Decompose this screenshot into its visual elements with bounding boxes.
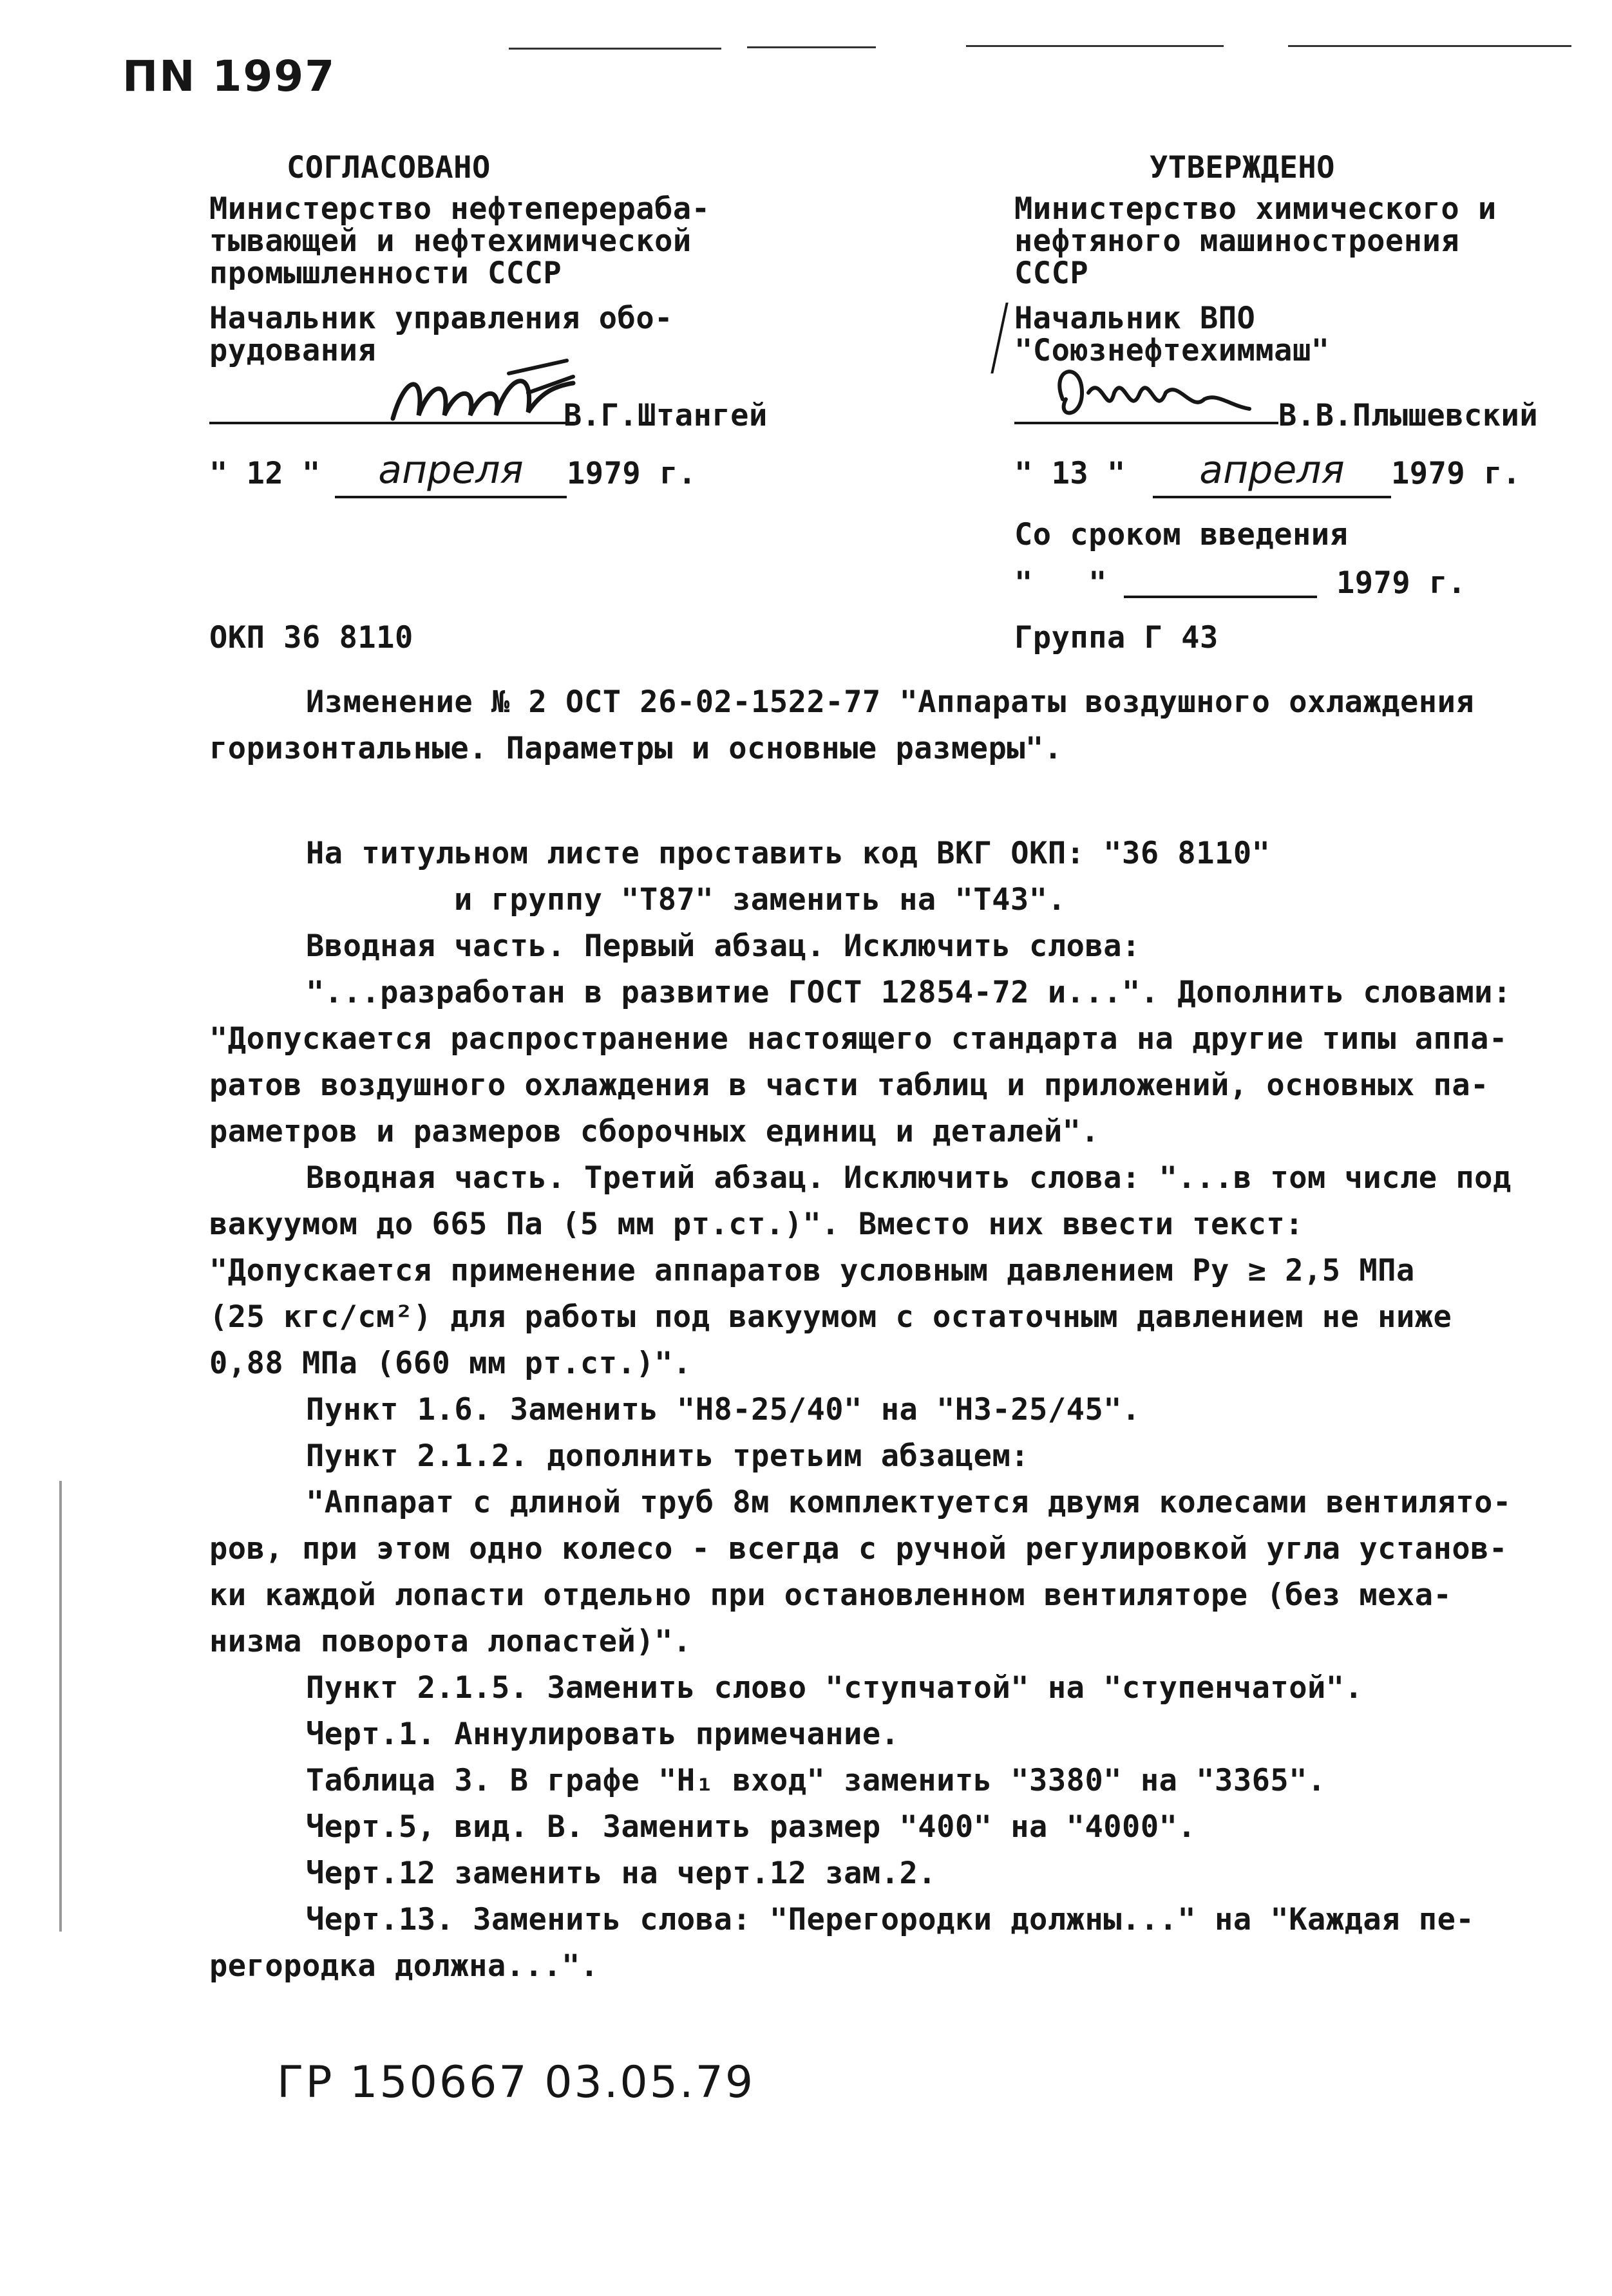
left-org-line: промышленности СССР: [209, 256, 562, 291]
right-org-line: Министерство химического и: [1014, 191, 1497, 227]
okp-code: ОКП 36 8110: [209, 620, 413, 655]
right-signer-name: В.В.Плышевский: [1278, 398, 1539, 433]
left-signature: [380, 348, 586, 431]
body-line: Таблица 3. В графе "Н₁ вход" заменить "3380" на "3365".: [306, 1763, 1326, 1798]
bracket-mark: [991, 303, 1017, 373]
body-line: Черт.13. Заменить слова: "Перегородки должны..." на "Каждая пе-: [306, 1902, 1475, 1937]
registration-stamp: ГР 150667 03.05.79: [277, 2057, 755, 2108]
left-org-line: Министерство нефтеперераба-: [209, 191, 710, 227]
group-code: Группа Г 43: [1014, 620, 1218, 655]
right-org-line: нефтяного машиностроения: [1014, 223, 1460, 259]
body-line: и группу "Т87" заменить на "Т43".: [454, 882, 1067, 917]
body-line: Пункт 2.1.5. Заменить слово "ступчатой" на "ступенчатой".: [306, 1670, 1363, 1706]
right-position-line: Начальник ВПО: [1014, 301, 1256, 336]
body-line: Вводная часть. Третий абзац. Исключить слова: "...в том числе под: [306, 1160, 1512, 1196]
body-line: Пункт 2.1.2. дополнить третьим абзацем:: [306, 1438, 1030, 1474]
body-line: Пункт 1.6. Заменить "Н8-25/40" на "Н3-25/45".: [306, 1392, 1141, 1427]
scan-mark: [59, 1481, 62, 1932]
body-line: "...разработан в развитие ГОСТ 12854-72 и...". Дополнить словами:: [306, 975, 1512, 1010]
intro-date-blank: [1124, 596, 1317, 598]
body-line: Черт.1. Аннулировать примечание.: [306, 1717, 900, 1752]
body-line: Черт.12 заменить на черт.12 зам.2.: [306, 1856, 937, 1891]
body-line: низма поворота лопастей)".: [209, 1624, 692, 1659]
intro-date-year: 1979 г.: [1336, 565, 1466, 601]
body-line: регородка должна...".: [209, 1948, 599, 1984]
body-line: Черт.5, вид. В. Заменить размер "400" на "4000".: [306, 1809, 1197, 1845]
change-title: [209, 679, 1552, 772]
left-position-line: рудования: [209, 333, 377, 368]
body-line: "Допускается применение аппаратов условным давлением Ру ≥ 2,5 МПа: [209, 1253, 1415, 1288]
left-date-day: " 12 ": [209, 456, 321, 491]
right-signature: [1043, 361, 1256, 431]
right-date-month: апреля: [1153, 444, 1391, 498]
left-org-line: тывающей и нефтехимической: [209, 223, 692, 259]
left-date-month: апреля: [335, 444, 567, 498]
body-line: ратов воздушного охлаждения в части таблиц и приложений, основных па-: [209, 1068, 1489, 1103]
body-line: Вводная часть. Первый абзац. Исключить слова:: [306, 928, 1141, 964]
right-position-line: "Союзнефтехиммаш": [1014, 333, 1330, 368]
body-line: вакуумом до 665 Па (5 мм рт.ст.)". Вместо них ввести текст:: [209, 1207, 1304, 1242]
scan-mark: [509, 48, 721, 50]
intro-date-quotes: " ": [1014, 565, 1107, 601]
body-line: 0,88 МПа (660 мм рт.ст.)".: [209, 1346, 692, 1381]
scan-mark: [747, 46, 876, 48]
title-line: Изменение № 2 ОСТ 26-02-1522-77 "Аппараты воздушного охлаждения: [306, 684, 1475, 720]
body-line: На титульном листе проставить код ВКГ ОКП: "36 8110": [306, 836, 1271, 871]
body-line: "Допускается распространение настоящего стандарта на другие типы аппа-: [209, 1021, 1508, 1057]
left-signer-name: В.Г.Штангей: [564, 398, 768, 433]
intro-line: Со сроком введения: [1014, 517, 1349, 552]
right-org-line: СССР: [1014, 256, 1089, 291]
stamp-number: ΠΝ 1997: [122, 52, 336, 101]
title-line: горизонтальные. Параметры и основные размеры".: [209, 731, 1063, 766]
left-position-line: Начальник управления обо-: [209, 301, 673, 336]
body-line: ров, при этом одно колесо - всегда с ручной регулировкой угла установ-: [209, 1531, 1508, 1567]
left-date-year: 1979 г.: [567, 456, 697, 491]
change-body: [209, 831, 1552, 1990]
right-heading: УТВЕРЖДЕНО: [1150, 150, 1335, 185]
right-date-year: 1979 г.: [1391, 456, 1521, 491]
body-line: ки каждой лопасти отдельно при остановленном вентиляторе (без меха-: [209, 1577, 1452, 1613]
body-line: раметров и размеров сборочных единиц и деталей".: [209, 1114, 1100, 1149]
body-line: (25 кгс/см²) для работы под вакуумом с остаточным давлением не ниже: [209, 1299, 1452, 1335]
scan-mark: [1288, 45, 1571, 47]
right-date-day: " 13 ": [1014, 456, 1126, 491]
scan-mark: [966, 45, 1224, 47]
left-heading: СОГЛАСОВАНО: [287, 150, 491, 185]
body-line: "Аппарат с длиной труб 8м комплектуется двумя колесами вентилято-: [306, 1485, 1512, 1520]
